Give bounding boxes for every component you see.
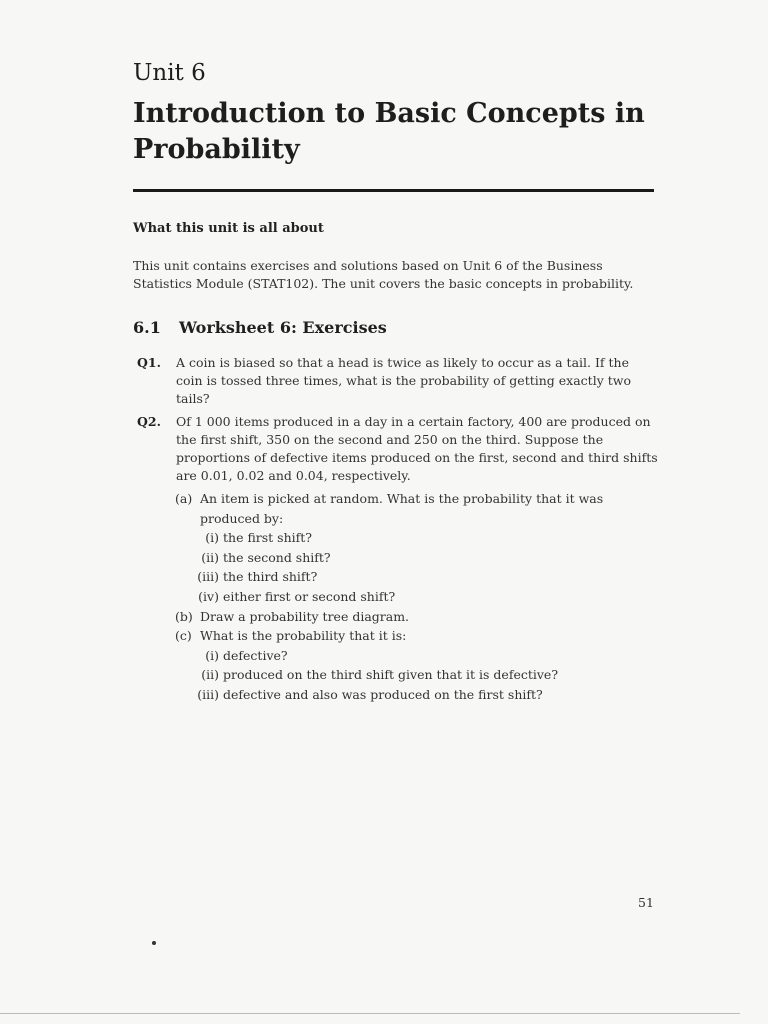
- subpart-text: defective and also was produced on the first shift?: [223, 686, 543, 702]
- page-number: 51: [638, 895, 654, 910]
- section-number: 6.1: [133, 318, 161, 337]
- question-label: Q2.: [137, 414, 161, 429]
- question-text: A coin is biased so that a head is twice as likely to occur as a tail. If the coin is tossed three times, what is the probability of getting exactly two tails?: [176, 355, 631, 406]
- subpart-label: (iv): [198, 588, 219, 604]
- about-heading: What this unit is all about: [133, 221, 324, 236]
- subpart: [175, 548, 659, 568]
- subpart-label: (i): [205, 530, 219, 546]
- part-text: Draw a probability tree diagram.: [200, 608, 410, 624]
- part-a: [175, 489, 659, 607]
- part-b: [175, 607, 659, 627]
- subpart-label: (ii): [201, 667, 219, 683]
- question-label: Q1.: [137, 355, 161, 370]
- subpart-label: (i): [205, 647, 219, 663]
- subpart-label: (iii): [197, 569, 219, 585]
- subpart-text: either first or second shift?: [223, 588, 396, 604]
- question-1: [137, 354, 659, 408]
- part-text: An item is picked at random. What is the probability that it was produced by:: [200, 491, 604, 526]
- about-body: This unit contains exercises and solutions based on Unit 6 of the Business Statistics Module (STAT102). The unit covers the basic concepts in probability.: [133, 258, 634, 291]
- unit-title: Introduction to Basic Concepts in Probability: [133, 98, 645, 165]
- question-2: [137, 413, 659, 485]
- section-heading: [133, 318, 387, 337]
- scan-speck: [152, 941, 156, 945]
- unit-label: Unit 6: [133, 60, 206, 86]
- part-text: What is the probability that it is:: [200, 628, 407, 644]
- subpart-text: the first shift?: [223, 530, 312, 546]
- title-rule: [133, 189, 654, 192]
- subpart: [175, 528, 659, 548]
- section-title: Worksheet 6: Exercises: [179, 318, 387, 337]
- question-text: Of 1 000 items produced in a day in a certain factory, 400 are produced on the first shift, 350 on the second and 250 on the third. Suppose the proportions of defective items produced on the first, second and third shifts are 0.01, 0.02 and 0.04, respectively.: [176, 414, 658, 483]
- part-label: (b): [175, 608, 193, 624]
- subpart: [175, 685, 659, 705]
- part-c: [175, 626, 659, 704]
- part-label: (a): [175, 491, 193, 506]
- subpart: [175, 665, 659, 685]
- subpart: [175, 646, 659, 666]
- subpart-label: (iii): [197, 686, 219, 702]
- question-2-parts: [175, 489, 659, 705]
- subpart-label: (ii): [201, 549, 219, 565]
- subpart-text: defective?: [223, 647, 288, 663]
- part-label: (c): [175, 628, 192, 644]
- subpart: [175, 567, 659, 587]
- subpart-text: produced on the third shift given that it is defective?: [223, 667, 559, 683]
- subpart: [175, 587, 659, 607]
- scan-edge-line: [0, 1013, 740, 1014]
- subpart-text: the second shift?: [223, 549, 331, 565]
- subpart-text: the third shift?: [223, 569, 318, 585]
